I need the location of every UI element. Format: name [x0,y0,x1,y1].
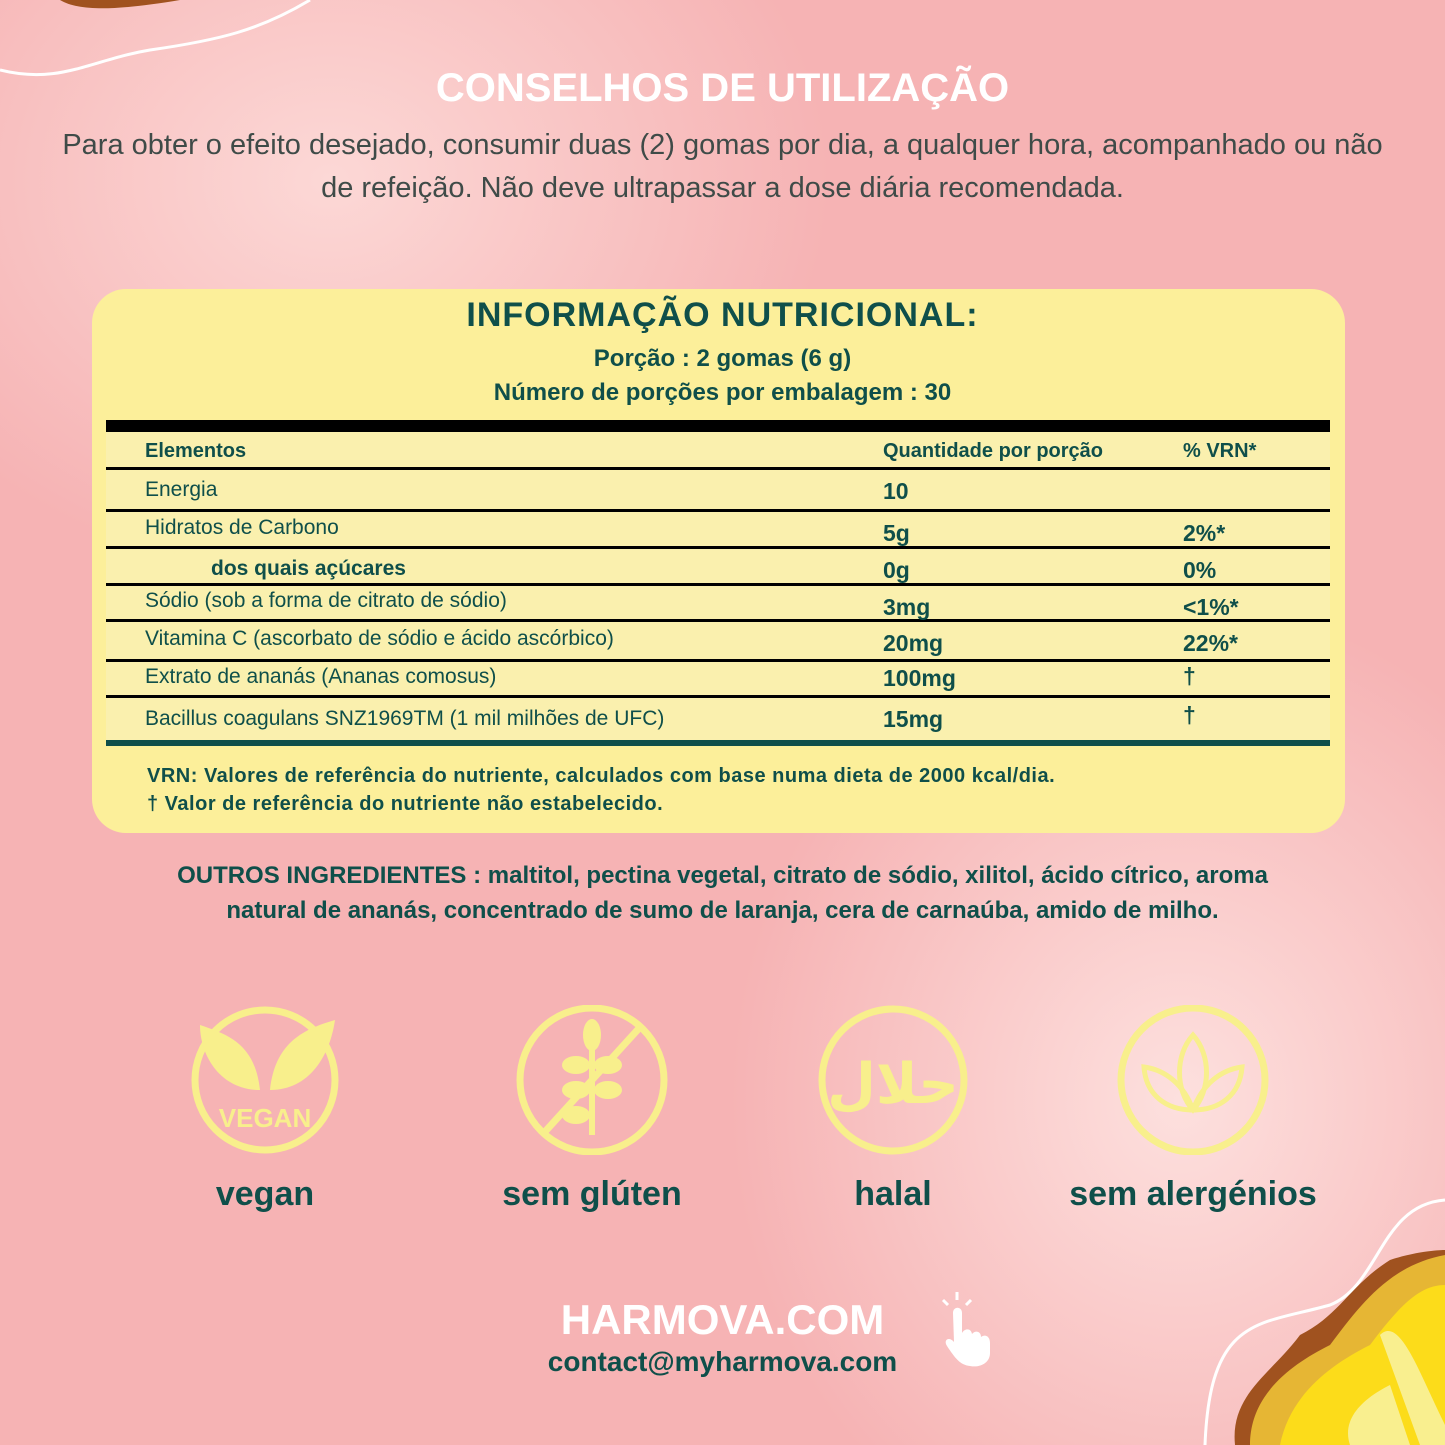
vrn-note: VRN: Valores de referência do nutriente, calculados com base numa dieta de 2000 kcal/dia. [147,765,1056,787]
dagger-note: † Valor de referência do nutriente não estabelecido. [147,793,664,815]
no-wheat-icon [512,1005,672,1155]
other-ingredients [160,858,1285,928]
row-qty: 0g [883,557,910,583]
table-row [106,512,1330,549]
row-name: dos quais açúcares [211,557,406,580]
row-vrn: † [1183,702,1196,728]
table-row [106,470,1330,512]
row-name: Bacillus coagulans SNZ1969TM (1 mil milhões de UFC) [145,707,665,730]
row-qty: 15mg [883,706,944,732]
ingredients-list: : maltitol, pectina vegetal, citrato de sódio, xilitol, ácido cítrico, aroma natural de ananás, concentrado de sumo de laranja, cera de carnaúba, amido de milho. [226,862,1268,924]
table-notes [147,762,1055,818]
header-quantity: Quantidade por porção [883,440,1104,462]
table-header [106,432,1330,470]
svg-text:VEGAN: VEGAN [218,1103,312,1133]
nutrition-title: INFORMAÇÃO NUTRICIONAL: [466,296,979,334]
row-name: Sódio (sob a forma de citrato de sódio) [145,589,507,612]
row-vrn: 0% [1183,557,1217,583]
servings-per-pack: Número de porções por embalagem : 30 [493,379,952,406]
row-qty: 20mg [883,630,944,656]
row-name: Vitamina C (ascorbato de sódio e ácido ascórbico) [145,627,614,650]
header-elements: Elementos [145,440,247,462]
lotus-icon [1116,1005,1271,1155]
row-vrn: <1%* [1183,594,1239,620]
svg-text:حلال: حلال [826,1052,959,1117]
row-vrn: 22%* [1183,630,1238,656]
badge-halal [743,1005,1043,1214]
usage-text: Para obter o efeito desejado, consumir duas (2) gomas por dia, a qualquer hora, acompanhado ou não de refeição. Não deve ultrapassar a dose diária recomendada. [62,129,1383,204]
badge-label: sem glúten [502,1175,682,1213]
table-row [106,586,1330,622]
badge-label: sem alergénios [1069,1175,1317,1213]
row-qty: 5g [883,520,910,546]
row-name: Extrato de ananás (Ananas comosus) [145,665,497,688]
row-name: Hidratos de Carbono [145,516,339,539]
vegan-leaf-icon [190,1005,340,1155]
nutrition-table [106,420,1330,746]
contact-email[interactable]: contact@myharmova.com [547,1346,898,1377]
badge-gluten-free [442,1005,742,1214]
badge-vegan [115,1005,415,1214]
table-row [106,622,1330,662]
table-row [106,698,1330,746]
badge-label: vegan [215,1175,315,1213]
row-vrn: 2%* [1183,520,1226,546]
table-row [106,662,1330,698]
row-qty: 100mg [883,665,956,691]
halal-icon [816,1005,971,1155]
row-vrn: † [1183,663,1196,689]
portion-size: Porção : 2 gomas (6 g) [593,345,852,372]
badge-allergen-free [1043,1005,1343,1214]
website-link[interactable]: HARMOVA.COM [560,1296,885,1343]
usage-title: CONSELHOS DE UTILIZAÇÃO [435,66,1010,110]
row-name: Energia [145,478,218,501]
row-qty: 3mg [883,594,931,620]
badge-label: halal [854,1175,932,1213]
table-row [106,549,1330,586]
ingredients-label: OUTROS INGREDIENTES [177,862,467,889]
row-qty: 10 [883,478,909,504]
header-vrn: % VRN* [1183,440,1257,462]
